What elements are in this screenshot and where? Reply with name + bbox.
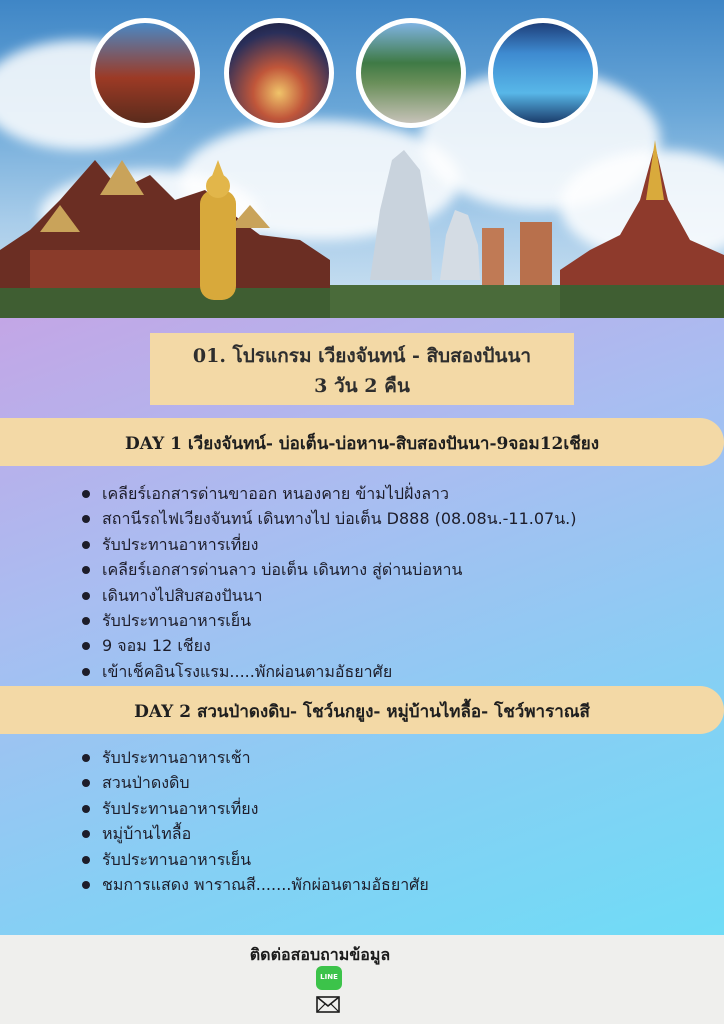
- line-badge-text: LINE: [320, 973, 338, 981]
- program-title-box: [150, 333, 574, 405]
- line-app-icon: [316, 966, 342, 990]
- list-item: รับประทานอาหารเย็น: [82, 608, 577, 633]
- list-item: รับประทานอาหารเช้า: [82, 745, 429, 770]
- list-item: เดินทางไปสิบสองปันนา: [82, 583, 577, 608]
- photo-temple-gate: [90, 18, 200, 128]
- list-item: ชมการแสดง พาราณสี.......พักผ่อนตามอัธยาศัย: [82, 872, 429, 897]
- list-item: รับประทานอาหารเย็น: [82, 847, 429, 872]
- photo-river-landscape: [356, 18, 466, 128]
- photo-stage-show: [224, 18, 334, 128]
- list-item: เข้าเช็คอินโรงแรม.....พักผ่อนตามอัธยาศัย: [82, 659, 577, 684]
- list-item: สวนป่าดงดิบ: [82, 770, 429, 795]
- list-item: เคลียร์เอกสารด่านลาว บ่อเต็น เดินทาง สู่ด่านบ่อหาน: [82, 557, 577, 582]
- day2-heading: [0, 686, 724, 734]
- day1-heading: [0, 418, 724, 466]
- hero-banner: [0, 0, 724, 318]
- contact-title: ติดต่อสอบถามข้อมูล: [249, 945, 391, 964]
- day1-heading-text: DAY 1 เวียงจันทน์- บ่อเต็น-บ่อหาน-สิบสองปันนา-9จอม12เชียง: [124, 434, 599, 454]
- list-item: 9 จอม 12 เชียง: [82, 633, 577, 658]
- list-item: เคลียร์เอกสารด่านขาออก หนองคาย ข้ามไปฝั่งลาว: [82, 481, 577, 506]
- list-item: รับประทานอาหารเที่ยง: [82, 796, 429, 821]
- day2-heading-text: DAY 2 สวนป่าดงดิบ- โชว์นกยูง- หมู่บ้านไทลื้อ- โชว์พาราณสี: [134, 702, 590, 722]
- program-title: 01. โปรแกรม เวียงจันทน์ - สิบสองปันนา: [192, 345, 532, 367]
- list-item: หมู่บ้านไทลื้อ: [82, 821, 429, 846]
- list-item: สถานีรถไฟเวียงจันทน์ เดินทางไป บ่อเต็น D888 (08.08น.-11.07น.): [82, 506, 577, 531]
- photo-aquarium-show: [488, 18, 598, 128]
- contact-footer: [0, 935, 724, 1024]
- mail-icon: [316, 996, 340, 1013]
- program-duration: 3 วัน 2 คืน: [314, 375, 410, 397]
- day1-list: [82, 481, 577, 684]
- day2-list: [82, 745, 429, 897]
- list-item: รับประทานอาหารเที่ยง: [82, 532, 577, 557]
